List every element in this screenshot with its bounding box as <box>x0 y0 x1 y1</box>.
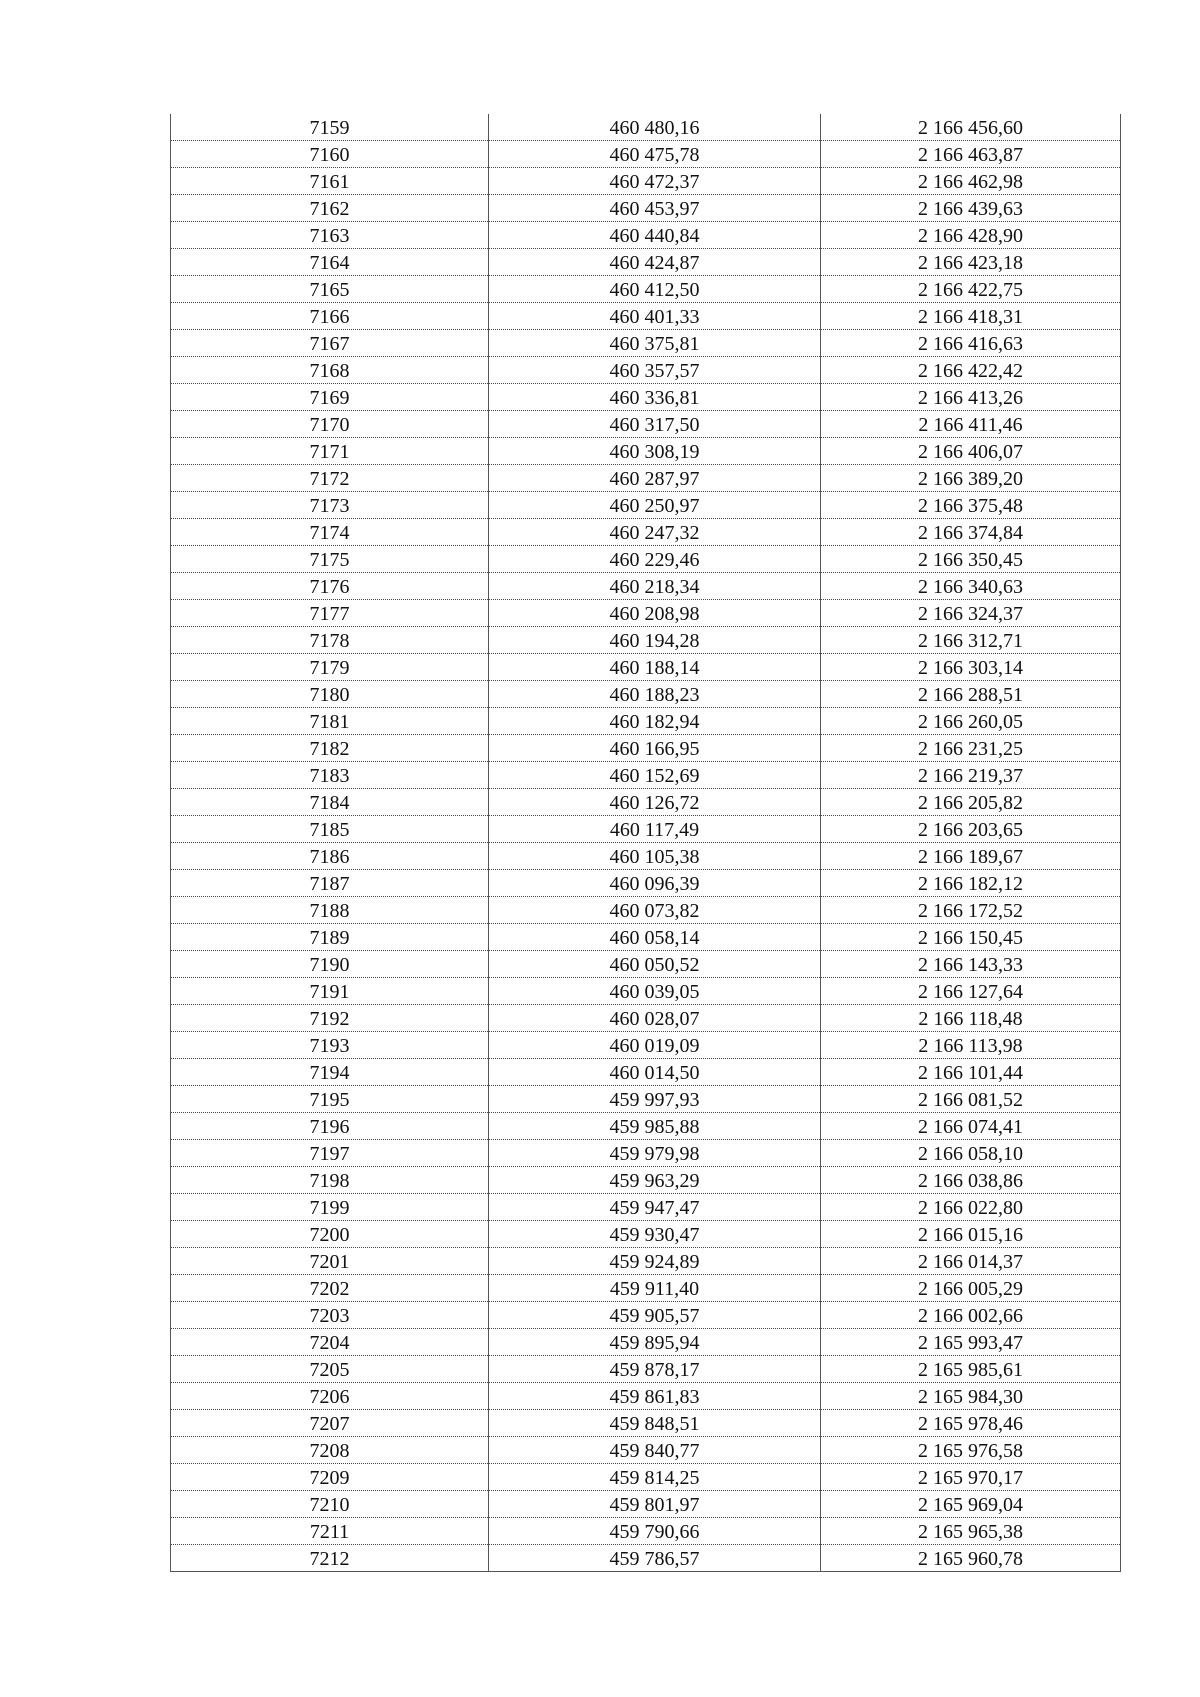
y-coordinate-cell: 2 166 127,64 <box>821 978 1121 1005</box>
y-coordinate-cell: 2 166 389,20 <box>821 465 1121 492</box>
point-number-cell: 7183 <box>171 762 489 789</box>
table-row <box>171 735 1121 762</box>
point-number-cell: 7210 <box>171 1491 489 1518</box>
point-number-cell: 7170 <box>171 411 489 438</box>
point-number-cell: 7176 <box>171 573 489 600</box>
point-number-cell: 7164 <box>171 249 489 276</box>
x-coordinate-cell: 460 375,81 <box>489 330 821 357</box>
table-row <box>171 276 1121 303</box>
x-coordinate-cell: 460 250,97 <box>489 492 821 519</box>
table-row <box>171 1491 1121 1518</box>
y-coordinate-cell: 2 166 324,37 <box>821 600 1121 627</box>
y-coordinate-cell: 2 165 993,47 <box>821 1329 1121 1356</box>
x-coordinate-cell: 459 930,47 <box>489 1221 821 1248</box>
point-number-cell: 7208 <box>171 1437 489 1464</box>
table-row <box>171 357 1121 384</box>
y-coordinate-cell: 2 166 416,63 <box>821 330 1121 357</box>
y-coordinate-cell: 2 166 303,14 <box>821 654 1121 681</box>
x-coordinate-cell: 460 105,38 <box>489 843 821 870</box>
table-row <box>171 1221 1121 1248</box>
point-number-cell: 7177 <box>171 600 489 627</box>
point-number-cell: 7201 <box>171 1248 489 1275</box>
point-number-cell: 7204 <box>171 1329 489 1356</box>
y-coordinate-cell: 2 166 374,84 <box>821 519 1121 546</box>
y-coordinate-cell: 2 166 002,66 <box>821 1302 1121 1329</box>
y-coordinate-cell: 2 166 113,98 <box>821 1032 1121 1059</box>
y-coordinate-cell: 2 166 411,46 <box>821 411 1121 438</box>
point-number-cell: 7174 <box>171 519 489 546</box>
x-coordinate-cell: 460 019,09 <box>489 1032 821 1059</box>
table-row <box>171 249 1121 276</box>
y-coordinate-cell: 2 166 081,52 <box>821 1086 1121 1113</box>
table-row <box>171 303 1121 330</box>
y-coordinate-cell: 2 166 439,63 <box>821 195 1121 222</box>
y-coordinate-cell: 2 166 118,48 <box>821 1005 1121 1032</box>
y-coordinate-cell: 2 166 462,98 <box>821 168 1121 195</box>
table-row <box>171 1410 1121 1437</box>
x-coordinate-cell: 460 028,07 <box>489 1005 821 1032</box>
table-row <box>171 573 1121 600</box>
table-row <box>171 897 1121 924</box>
table-row <box>171 924 1121 951</box>
y-coordinate-cell: 2 166 288,51 <box>821 681 1121 708</box>
x-coordinate-cell: 460 472,37 <box>489 168 821 195</box>
y-coordinate-cell: 2 166 022,80 <box>821 1194 1121 1221</box>
y-coordinate-cell: 2 166 231,25 <box>821 735 1121 762</box>
x-coordinate-cell: 460 073,82 <box>489 897 821 924</box>
table-row <box>171 114 1121 141</box>
point-number-cell: 7159 <box>171 114 489 141</box>
x-coordinate-cell: 460 480,16 <box>489 114 821 141</box>
x-coordinate-cell: 460 117,49 <box>489 816 821 843</box>
point-number-cell: 7175 <box>171 546 489 573</box>
point-number-cell: 7163 <box>171 222 489 249</box>
x-coordinate-cell: 459 947,47 <box>489 1194 821 1221</box>
point-number-cell: 7180 <box>171 681 489 708</box>
x-coordinate-cell: 459 790,66 <box>489 1518 821 1545</box>
table-row <box>171 222 1121 249</box>
x-coordinate-cell: 460 287,97 <box>489 465 821 492</box>
y-coordinate-cell: 2 165 985,61 <box>821 1356 1121 1383</box>
x-coordinate-cell: 460 424,87 <box>489 249 821 276</box>
x-coordinate-cell: 459 840,77 <box>489 1437 821 1464</box>
table-row <box>171 1302 1121 1329</box>
point-number-cell: 7185 <box>171 816 489 843</box>
point-number-cell: 7173 <box>171 492 489 519</box>
point-number-cell: 7197 <box>171 1140 489 1167</box>
table-row <box>171 438 1121 465</box>
y-coordinate-cell: 2 166 350,45 <box>821 546 1121 573</box>
table-row <box>171 951 1121 978</box>
point-number-cell: 7195 <box>171 1086 489 1113</box>
x-coordinate-cell: 460 182,94 <box>489 708 821 735</box>
table-row <box>171 1518 1121 1545</box>
x-coordinate-cell: 459 985,88 <box>489 1113 821 1140</box>
y-coordinate-cell: 2 165 965,38 <box>821 1518 1121 1545</box>
point-number-cell: 7162 <box>171 195 489 222</box>
point-number-cell: 7188 <box>171 897 489 924</box>
y-coordinate-cell: 2 166 423,18 <box>821 249 1121 276</box>
y-coordinate-cell: 2 166 422,42 <box>821 357 1121 384</box>
x-coordinate-cell: 460 188,23 <box>489 681 821 708</box>
table-row <box>171 1545 1121 1572</box>
point-number-cell: 7206 <box>171 1383 489 1410</box>
y-coordinate-cell: 2 165 960,78 <box>821 1545 1121 1572</box>
table-row <box>171 600 1121 627</box>
point-number-cell: 7205 <box>171 1356 489 1383</box>
table-row <box>171 843 1121 870</box>
point-number-cell: 7212 <box>171 1545 489 1572</box>
point-number-cell: 7187 <box>171 870 489 897</box>
point-number-cell: 7166 <box>171 303 489 330</box>
table-row <box>171 1059 1121 1086</box>
point-number-cell: 7184 <box>171 789 489 816</box>
x-coordinate-cell: 459 878,17 <box>489 1356 821 1383</box>
y-coordinate-cell: 2 166 422,75 <box>821 276 1121 303</box>
y-coordinate-cell: 2 166 189,67 <box>821 843 1121 870</box>
y-coordinate-cell: 2 165 984,30 <box>821 1383 1121 1410</box>
table-row <box>171 1329 1121 1356</box>
y-coordinate-cell: 2 166 413,26 <box>821 384 1121 411</box>
y-coordinate-cell: 2 165 970,17 <box>821 1464 1121 1491</box>
point-number-cell: 7161 <box>171 168 489 195</box>
table-row <box>171 465 1121 492</box>
table-row <box>171 1194 1121 1221</box>
point-number-cell: 7199 <box>171 1194 489 1221</box>
x-coordinate-cell: 459 786,57 <box>489 1545 821 1572</box>
y-coordinate-cell: 2 166 312,71 <box>821 627 1121 654</box>
x-coordinate-cell: 459 895,94 <box>489 1329 821 1356</box>
table-row <box>171 1167 1121 1194</box>
point-number-cell: 7190 <box>171 951 489 978</box>
y-coordinate-cell: 2 166 406,07 <box>821 438 1121 465</box>
point-number-cell: 7209 <box>171 1464 489 1491</box>
y-coordinate-cell: 2 166 260,05 <box>821 708 1121 735</box>
x-coordinate-cell: 459 911,40 <box>489 1275 821 1302</box>
table-row <box>171 1248 1121 1275</box>
x-coordinate-cell: 460 039,05 <box>489 978 821 1005</box>
y-coordinate-cell: 2 166 058,10 <box>821 1140 1121 1167</box>
y-coordinate-cell: 2 166 015,16 <box>821 1221 1121 1248</box>
x-coordinate-cell: 460 412,50 <box>489 276 821 303</box>
point-number-cell: 7160 <box>171 141 489 168</box>
table-row <box>171 411 1121 438</box>
table-row <box>171 870 1121 897</box>
y-coordinate-cell: 2 166 182,12 <box>821 870 1121 897</box>
table-row <box>171 1464 1121 1491</box>
y-coordinate-cell: 2 166 150,45 <box>821 924 1121 951</box>
table-row <box>171 1437 1121 1464</box>
point-number-cell: 7165 <box>171 276 489 303</box>
point-number-cell: 7196 <box>171 1113 489 1140</box>
y-coordinate-cell: 2 166 038,86 <box>821 1167 1121 1194</box>
y-coordinate-cell: 2 166 203,65 <box>821 816 1121 843</box>
y-coordinate-cell: 2 166 005,29 <box>821 1275 1121 1302</box>
x-coordinate-cell: 460 317,50 <box>489 411 821 438</box>
table-row <box>171 1086 1121 1113</box>
point-number-cell: 7189 <box>171 924 489 951</box>
table-row <box>171 978 1121 1005</box>
x-coordinate-cell: 459 997,93 <box>489 1086 821 1113</box>
x-coordinate-cell: 460 475,78 <box>489 141 821 168</box>
point-number-cell: 7168 <box>171 357 489 384</box>
y-coordinate-cell: 2 166 074,41 <box>821 1113 1121 1140</box>
x-coordinate-cell: 459 905,57 <box>489 1302 821 1329</box>
table-row <box>171 708 1121 735</box>
point-number-cell: 7178 <box>171 627 489 654</box>
y-coordinate-cell: 2 165 976,58 <box>821 1437 1121 1464</box>
point-number-cell: 7182 <box>171 735 489 762</box>
table-row <box>171 1032 1121 1059</box>
y-coordinate-cell: 2 166 463,87 <box>821 141 1121 168</box>
y-coordinate-cell: 2 166 418,31 <box>821 303 1121 330</box>
point-number-cell: 7186 <box>171 843 489 870</box>
table-row <box>171 1383 1121 1410</box>
table-row <box>171 1113 1121 1140</box>
point-number-cell: 7194 <box>171 1059 489 1086</box>
point-number-cell: 7198 <box>171 1167 489 1194</box>
x-coordinate-cell: 460 440,84 <box>489 222 821 249</box>
x-coordinate-cell: 460 208,98 <box>489 600 821 627</box>
x-coordinate-cell: 460 247,32 <box>489 519 821 546</box>
table-row <box>171 1140 1121 1167</box>
table-row <box>171 1275 1121 1302</box>
point-number-cell: 7172 <box>171 465 489 492</box>
table-row <box>171 1356 1121 1383</box>
x-coordinate-cell: 460 336,81 <box>489 384 821 411</box>
x-coordinate-cell: 460 218,34 <box>489 573 821 600</box>
point-number-cell: 7167 <box>171 330 489 357</box>
point-number-cell: 7169 <box>171 384 489 411</box>
x-coordinate-cell: 459 848,51 <box>489 1410 821 1437</box>
y-coordinate-cell: 2 166 143,33 <box>821 951 1121 978</box>
point-number-cell: 7211 <box>171 1518 489 1545</box>
x-coordinate-cell: 459 924,89 <box>489 1248 821 1275</box>
x-coordinate-cell: 460 194,28 <box>489 627 821 654</box>
point-number-cell: 7179 <box>171 654 489 681</box>
point-number-cell: 7193 <box>171 1032 489 1059</box>
coordinates-table <box>170 114 1121 1572</box>
y-coordinate-cell: 2 166 205,82 <box>821 789 1121 816</box>
x-coordinate-cell: 459 979,98 <box>489 1140 821 1167</box>
y-coordinate-cell: 2 166 101,44 <box>821 1059 1121 1086</box>
table-row <box>171 519 1121 546</box>
point-number-cell: 7171 <box>171 438 489 465</box>
x-coordinate-cell: 460 058,14 <box>489 924 821 951</box>
table-row <box>171 681 1121 708</box>
table-row <box>171 789 1121 816</box>
table-row <box>171 195 1121 222</box>
table-row <box>171 762 1121 789</box>
x-coordinate-cell: 460 014,50 <box>489 1059 821 1086</box>
x-coordinate-cell: 460 126,72 <box>489 789 821 816</box>
x-coordinate-cell: 460 096,39 <box>489 870 821 897</box>
table-row <box>171 492 1121 519</box>
x-coordinate-cell: 460 357,57 <box>489 357 821 384</box>
point-number-cell: 7207 <box>171 1410 489 1437</box>
y-coordinate-cell: 2 166 172,52 <box>821 897 1121 924</box>
table-row <box>171 654 1121 681</box>
coordinates-table-body <box>171 114 1121 1572</box>
x-coordinate-cell: 460 453,97 <box>489 195 821 222</box>
table-row <box>171 816 1121 843</box>
x-coordinate-cell: 459 963,29 <box>489 1167 821 1194</box>
x-coordinate-cell: 460 050,52 <box>489 951 821 978</box>
point-number-cell: 7203 <box>171 1302 489 1329</box>
x-coordinate-cell: 459 814,25 <box>489 1464 821 1491</box>
point-number-cell: 7191 <box>171 978 489 1005</box>
x-coordinate-cell: 460 308,19 <box>489 438 821 465</box>
x-coordinate-cell: 460 401,33 <box>489 303 821 330</box>
table-row <box>171 384 1121 411</box>
x-coordinate-cell: 459 861,83 <box>489 1383 821 1410</box>
point-number-cell: 7202 <box>171 1275 489 1302</box>
y-coordinate-cell: 2 166 375,48 <box>821 492 1121 519</box>
x-coordinate-cell: 460 166,95 <box>489 735 821 762</box>
y-coordinate-cell: 2 166 219,37 <box>821 762 1121 789</box>
y-coordinate-cell: 2 166 014,37 <box>821 1248 1121 1275</box>
y-coordinate-cell: 2 165 969,04 <box>821 1491 1121 1518</box>
x-coordinate-cell: 459 801,97 <box>489 1491 821 1518</box>
table-row <box>171 330 1121 357</box>
point-number-cell: 7200 <box>171 1221 489 1248</box>
y-coordinate-cell: 2 166 428,90 <box>821 222 1121 249</box>
table-row <box>171 627 1121 654</box>
table-row <box>171 1005 1121 1032</box>
y-coordinate-cell: 2 165 978,46 <box>821 1410 1121 1437</box>
table-row <box>171 546 1121 573</box>
point-number-cell: 7192 <box>171 1005 489 1032</box>
x-coordinate-cell: 460 188,14 <box>489 654 821 681</box>
point-number-cell: 7181 <box>171 708 489 735</box>
x-coordinate-cell: 460 152,69 <box>489 762 821 789</box>
y-coordinate-cell: 2 166 456,60 <box>821 114 1121 141</box>
table-row <box>171 141 1121 168</box>
x-coordinate-cell: 460 229,46 <box>489 546 821 573</box>
table-row <box>171 168 1121 195</box>
y-coordinate-cell: 2 166 340,63 <box>821 573 1121 600</box>
